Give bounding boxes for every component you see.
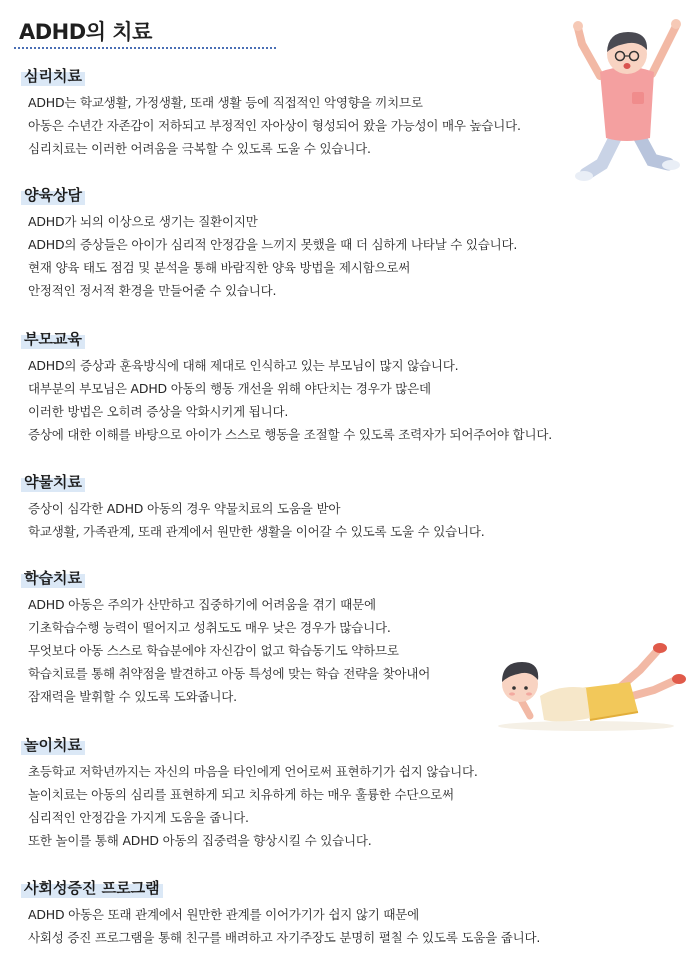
body-line: 아동은 수년간 자존감이 저하되고 부정적인 자아상이 형성되어 왔을 가능성이 매우 높습니다. [28, 118, 521, 133]
page-title: ADHD의 치료 [19, 20, 152, 44]
body-line: 학교생활, 가족관계, 또래 관계에서 원만한 생활을 이어갈 수 있도록 도울 수 있습니다. [28, 524, 485, 539]
body-line: 초등학교 저학년까지는 자신의 마음을 타인에게 언어로써 표현하기가 쉽지 않습니다. [28, 764, 478, 779]
body-line: 증상이 심각한 ADHD 아동의 경우 약물치료의 도움을 받아 [28, 501, 341, 516]
body-line: 심리치료는 이러한 어려움을 극복할 수 있도록 도울 수 있습니다. [28, 141, 371, 156]
body-line: 학습치료를 통해 취약점을 발견하고 아동 특성에 맞는 학습 전략을 찾아내어 [28, 666, 431, 681]
body-line: 사회성 증진 프로그램을 통해 친구를 배려하고 자기주장도 분명히 펼칠 수 있도록 도움을 줍니다. [28, 930, 541, 945]
child-lying-reading-illustration [490, 640, 686, 732]
section-body [28, 593, 430, 708]
body-line: 안정적인 정서적 환경을 만들어줄 수 있습니다. [28, 283, 277, 298]
child-jumping-illustration [572, 14, 688, 190]
body-line: 놀이치료는 아동의 심리를 표현하게 되고 치유하게 하는 매우 훌륭한 수단으로써 [28, 787, 454, 802]
section-heading: 양육상담 [21, 185, 85, 205]
body-line: 심리적인 안정감을 가지게 도움을 줍니다. [28, 810, 249, 825]
section-heading: 약물치료 [21, 472, 85, 492]
body-line: ADHD의 증상과 훈육방식에 대해 제대로 인식하고 있는 부모님이 많지 않습니다. [28, 358, 459, 373]
body-line: 잠재력을 발휘할 수 있도록 도와줍니다. [28, 689, 237, 704]
body-line: 또한 놀이를 통해 ADHD 아동의 집중력을 향상시킬 수 있습니다. [28, 833, 372, 848]
section-heading: 사회성증진 프로그램 [21, 878, 163, 898]
body-line: 무엇보다 아동 스스로 학습분에야 자신감이 없고 학습동기도 약하므로 [28, 643, 399, 658]
body-line: 증상에 대한 이해를 바탕으로 아이가 스스로 행동을 조절할 수 있도록 조력자가 되어주어야 합니다. [28, 427, 553, 442]
body-line: 현재 양육 태도 점검 및 분석을 통해 바람직한 양육 방법을 제시함으로써 [28, 260, 411, 275]
body-line: 기초학습수행 능력이 떨어지고 성취도도 매우 낮은 경우가 많습니다. [28, 620, 391, 635]
body-line: ADHD가 뇌의 이상으로 생기는 질환이지만 [28, 214, 258, 229]
section-body [28, 497, 485, 543]
section-heading: 심리치료 [21, 66, 85, 86]
body-line: 이러한 방법은 오히려 증상을 악화시키게 됩니다. [28, 404, 289, 419]
body-line: ADHD 아동은 주의가 산만하고 집중하기에 어려움을 겪기 때문에 [28, 597, 376, 612]
section-heading: 학습치료 [21, 568, 85, 588]
body-line: ADHD의 증상들은 아이가 심리적 안정감을 느끼지 못했을 때 더 심하게 나타날 수 있습니다. [28, 237, 518, 252]
body-line: ADHD는 학교생활, 가정생활, 또래 생활 등에 직접적인 악영향을 끼치므로 [28, 95, 423, 110]
section-body [28, 91, 521, 160]
section-heading: 놀이치료 [21, 735, 85, 755]
title-divider [14, 47, 276, 49]
section-body [28, 210, 517, 302]
section-body [28, 354, 552, 446]
section-body [28, 760, 478, 852]
body-line: 대부분의 부모님은 ADHD 아동의 행동 개선을 위해 야단치는 경우가 많은데 [28, 381, 431, 396]
body-line: ADHD 아동은 또래 관계에서 원만한 관계를 이어가기가 쉽지 않기 때문에 [28, 907, 419, 922]
section-body [28, 903, 540, 949]
section-heading: 부모교육 [21, 329, 85, 349]
